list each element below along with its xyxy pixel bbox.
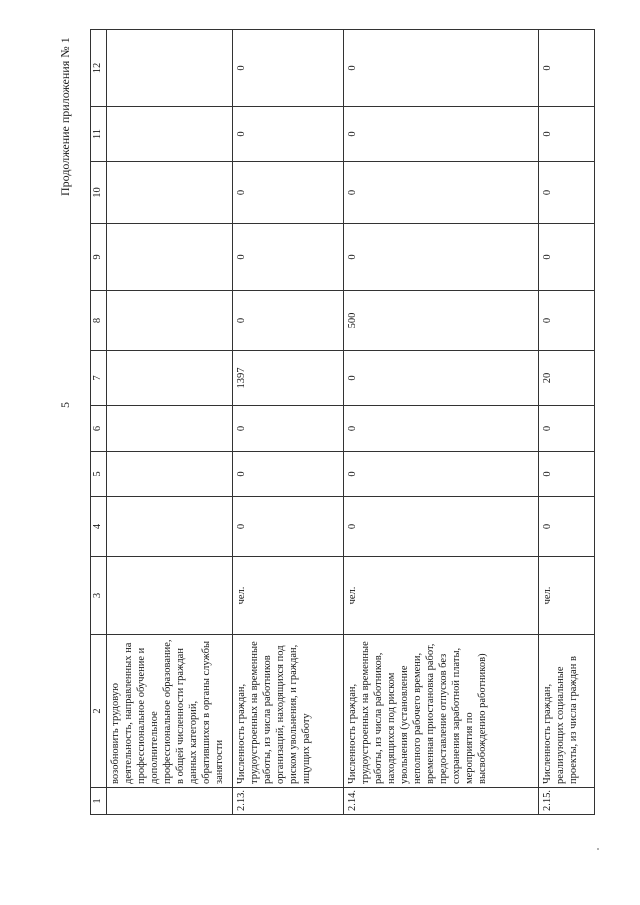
value-cell — [107, 497, 232, 557]
indicator-text: возобновить трудовую деятельность, направленных на профессиональное обучение и дополнительное профессиональное образование, в общей численности граждан данных категорий, обратившихся в органы службы занятости — [107, 635, 232, 788]
header-cell: 12 — [91, 30, 107, 107]
value-cell — [107, 30, 232, 107]
value-cell — [107, 351, 232, 406]
header-cell: 9 — [91, 224, 107, 291]
value-cell: 0 — [343, 162, 538, 224]
value-cell: 0 — [538, 291, 594, 351]
value-cell: 0 — [538, 30, 594, 107]
header-cell: 1 — [91, 788, 107, 815]
value-cell: 0 — [232, 406, 343, 452]
value-cell: 0 — [232, 30, 343, 107]
value-cell: 0 — [343, 30, 538, 107]
unit-cell: чел. — [538, 557, 594, 635]
header-cell: 5 — [91, 452, 107, 497]
header-cell: 7 — [91, 351, 107, 406]
value-cell: 20 — [538, 351, 594, 406]
header-cell: 6 — [91, 406, 107, 452]
table-row — [232, 30, 343, 815]
indicator-text: Численность граждан, трудоустроенных на временные работы, из числа работников организаций, находящихся под риском увольнения, и граждан, ищущих работу — [232, 635, 343, 788]
value-cell — [107, 224, 232, 291]
table-row — [343, 30, 538, 815]
unit-cell — [107, 557, 232, 635]
unit-cell: чел. — [343, 557, 538, 635]
value-cell: 0 — [343, 351, 538, 406]
table-row — [538, 30, 594, 815]
value-cell: 0 — [538, 107, 594, 162]
header-cell: 8 — [91, 291, 107, 351]
value-cell: 0 — [232, 162, 343, 224]
continuation-title: Продолжение приложения № 1 — [58, 37, 72, 196]
value-cell: 0 — [538, 452, 594, 497]
value-cell — [107, 162, 232, 224]
header-cell: 4 — [91, 497, 107, 557]
value-cell: 0 — [232, 452, 343, 497]
header-cell: 3 — [91, 557, 107, 635]
value-cell: 0 — [343, 107, 538, 162]
page-number: 5 — [58, 402, 72, 408]
value-cell: 0 — [538, 406, 594, 452]
header-cell: 2 — [91, 635, 107, 788]
header-cell: 11 — [91, 107, 107, 162]
value-cell: 0 — [232, 224, 343, 291]
value-cell: 0 — [343, 224, 538, 291]
value-cell: 0 — [343, 497, 538, 557]
value-cell: 0 — [343, 452, 538, 497]
value-cell — [107, 406, 232, 452]
value-cell — [107, 107, 232, 162]
value-cell — [107, 291, 232, 351]
table-row — [107, 30, 232, 815]
value-cell: 0 — [232, 291, 343, 351]
row-number: 2.14. — [343, 788, 538, 815]
value-cell: 500 — [343, 291, 538, 351]
value-cell: 0 — [343, 406, 538, 452]
row-number: 2.13. — [232, 788, 343, 815]
indicator-text: Численность граждан, трудоустроенных на временные работы, из числа работников, находящихся под риском увольнения (установление неполного рабочего времени, временная приостановка работ, предоставление отпусков без сохранения заработной платы, мероприятия по высвобождению работников) — [343, 635, 538, 788]
value-cell: 0 — [232, 497, 343, 557]
scan-speck — [597, 848, 599, 850]
header-cell: 10 — [91, 162, 107, 224]
value-cell: 1397 — [232, 351, 343, 406]
table-header-row — [91, 30, 107, 815]
unit-cell: чел. — [232, 557, 343, 635]
row-number: 2.15. — [538, 788, 594, 815]
value-cell: 0 — [232, 107, 343, 162]
value-cell: 0 — [538, 162, 594, 224]
indicator-text: Численность граждан, реализующих социальные проекты, из числа граждан в — [538, 635, 594, 788]
data-table — [90, 29, 595, 815]
value-cell: 0 — [538, 224, 594, 291]
value-cell — [107, 452, 232, 497]
value-cell: 0 — [538, 497, 594, 557]
row-number — [107, 788, 232, 815]
